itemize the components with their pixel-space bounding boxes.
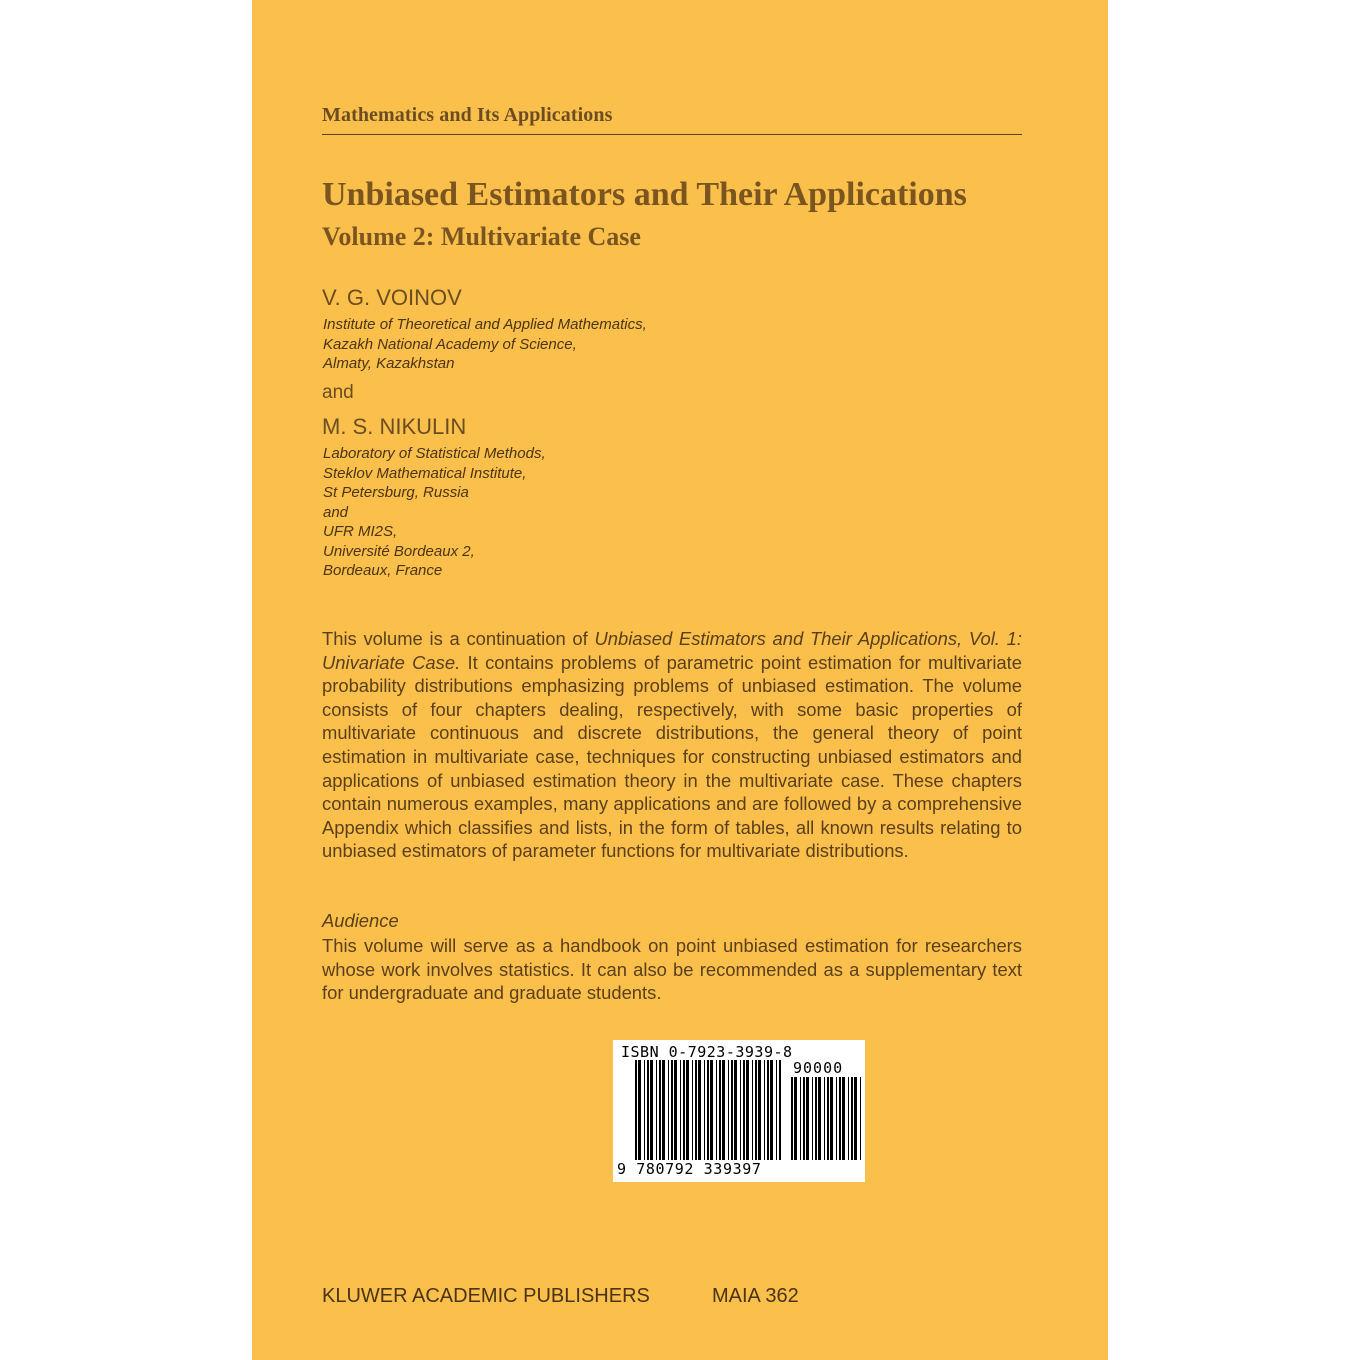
barcode-bar [794,1077,797,1160]
series-name: Mathematics and Its Applications [322,104,613,126]
barcode-bar [776,1060,777,1160]
barcode-bar [743,1060,745,1160]
barcode-bar [638,1060,641,1160]
barcode-bar [830,1077,833,1160]
book-description [322,627,1022,863]
barcode-bar [674,1060,677,1160]
book-title: Unbiased Estimators and Their Applications [322,176,967,213]
barcode-bar [755,1060,757,1160]
barcode-bar [734,1060,737,1160]
affiliation-line: and [323,503,349,521]
barcode-bar [644,1060,645,1160]
barcode-bar [770,1060,773,1160]
barcode-bar [659,1060,661,1160]
barcode-bar [827,1077,829,1160]
author-1-affiliation [323,315,647,374]
affiliation-line: Laboratory of Statistical Methods, [323,445,546,462]
barcode-bar [791,1077,793,1160]
series-number: MAIA 362 [712,1285,799,1307]
affiliation-line: UFR MI2S, [323,523,398,540]
barcode-bar [806,1077,809,1160]
barcode-bar [812,1077,813,1160]
author-2-affiliation [323,444,546,581]
barcode-bar [746,1060,749,1160]
barcode-bar [680,1060,681,1160]
audience-heading: Audience [322,910,399,931]
barcode-bar [851,1077,853,1160]
author-2-name: M. S. NIKULIN [322,414,467,439]
barcode-ean-number: 9 780792 339397 [617,1160,762,1178]
barcode-bar [803,1077,805,1160]
barcode-bar [635,1060,637,1160]
barcode-bar [824,1077,825,1160]
isbn-label: ISBN 0-7923-3939-8 [621,1043,793,1061]
barcode-bar [758,1060,761,1160]
barcode-bar [839,1077,841,1160]
publisher-name: KLUWER ACADEMIC PUBLISHERS [322,1285,650,1307]
barcode-bar [698,1060,701,1160]
barcode-bar [716,1060,717,1160]
barcode-bar [683,1060,685,1160]
barcode-bar [728,1060,729,1160]
barcode-addon-number: 90000 [793,1059,844,1077]
barcode-bar [764,1060,765,1160]
affiliation-line: St Petersburg, Russia [323,484,469,501]
barcode-bar [695,1060,697,1160]
author-conjunction: and [322,382,354,403]
barcode-bar [710,1060,713,1160]
audience-text: This volume will serve as a handbook on point unbiased estimation for researchers whose work involves statistics. It can also be recommended as a supplementary text for undergraduate and graduate students. [322,935,1022,1004]
barcode-bar [662,1060,665,1160]
barcode-bar [704,1060,705,1160]
description-lead: This volume is a continuation of [322,628,595,649]
author-1-name: V. G. VOINOV [322,285,462,310]
barcode-bar [815,1077,817,1160]
description-body: It contains problems of parametric point estimation for multivariate probability distributions emphasizing problems of unbiased estimation. The volume consists of four chapters dealing, respectively, with some basic properties of multivariate continuous and discrete distributions, the general theory of point estimation in multivariate case, techniques for constructing unbiased estimators and applications of unbiased estimation theory in the multivariate case. These chapters contain numerous examples, many applications and are followed by a comprehensive Appendix which classifies and lists, in the form of tables, all known results relating to unbiased estimators of parameter functions for multivariate distributions. [322,651,1023,862]
affiliation-line: Kazakh National Academy of Science, [323,335,577,353]
barcode-bar [779,1060,781,1160]
barcode-bar [836,1077,837,1160]
barcode-bar [671,1060,673,1160]
barcode-bar [656,1060,657,1160]
barcode-bar [740,1060,741,1160]
barcode-bar [686,1060,689,1160]
barcode-bar [848,1077,849,1160]
barcode-bar [842,1077,845,1160]
barcode-bar [818,1077,821,1160]
barcode-bar [800,1077,801,1160]
barcode-bar [719,1060,721,1160]
affiliation-line: Institute of Theoretical and Applied Mathematics, [323,316,647,333]
barcode-bar [707,1060,709,1160]
barcode-bar [722,1060,725,1160]
barcode-bar [731,1060,733,1160]
description-volume-1-title: Unbiased Estimators and Their Applications, Vol. 1: Univariate Case. [322,628,1022,673]
affiliation-line: Almaty, Kazakhstan [323,355,455,372]
isbn-barcode [613,1040,865,1182]
barcode-bar [860,1077,861,1160]
barcode-bar [767,1060,769,1160]
affiliation-line: Université Bordeaux 2, [323,542,475,560]
book-subtitle: Volume 2: Multivariate Case [322,222,641,251]
barcode-bar [647,1060,649,1160]
affiliation-line: Steklov Mathematical Institute, [323,464,527,482]
affiliation-line: Bordeaux, France [323,562,443,579]
barcode-bar [650,1060,653,1160]
barcode-bar [692,1060,693,1160]
barcode-bar [668,1060,669,1160]
barcode-bar [752,1060,753,1160]
barcode-bar [854,1077,857,1160]
header-rule [322,134,1022,135]
